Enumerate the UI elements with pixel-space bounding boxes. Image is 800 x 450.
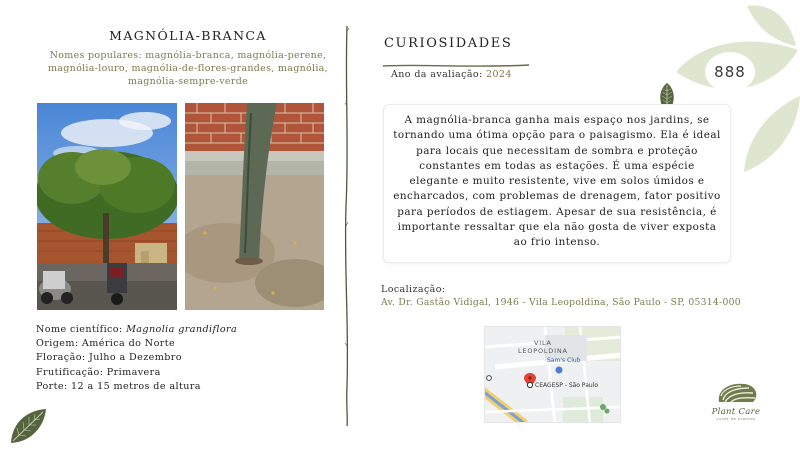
brand-logo (703, 380, 769, 421)
map-district-line1: VILA (534, 339, 552, 347)
fact-origin: Origem: América do Norte (36, 338, 176, 350)
fact-scientific-name (36, 323, 237, 337)
brand-tagline: cuide de plantas (716, 417, 756, 421)
evaluation-year (391, 69, 512, 80)
vertical-divider (342, 26, 352, 430)
map-poi-pin: CEAGESP - São Paulo (535, 382, 599, 389)
curiosities-text: A magnólia-branca ganha mais espaço nos jardins, se tornando uma ótima opção para o paisagismo. Ela é ideal para locais que necessitam de sombra e proteção constantes em todas as estações. É uma espécie elegante e muito resistente, vive em solos úmidos e encharcados, com problemas de drenagem, fator positivo para períodos de estiagem. Apesar de sua resistência, é importante ressaltar que ela não gosta de viver exposta ao frio intenso. (393, 114, 721, 249)
badge-number: 888 (705, 52, 755, 92)
plant-photo-tree (37, 103, 177, 310)
brand-name: Plant Care (711, 407, 761, 417)
fact-fruiting: Frutificação: Primavera (36, 366, 161, 378)
decorative-leaf-bottom-left (8, 406, 48, 446)
map-poi-club: Sam's Club (547, 357, 581, 364)
location-map[interactable] (484, 326, 621, 423)
plant-facts (36, 323, 237, 394)
scientific-name-value: Magnolia grandiflora (126, 324, 238, 335)
fact-size: Porte: 12 a 15 metros de altura (36, 380, 201, 392)
plant-title: MAGNÓLIA-BRANCA (109, 28, 267, 43)
evaluation-year-value: 2024 (486, 69, 512, 80)
location-label: Localização: (381, 284, 446, 295)
plant-photo-trunk (185, 103, 324, 310)
brand-leaf-icon (711, 380, 761, 404)
evaluation-label: Ano da avaliação: (391, 69, 483, 80)
curiosities-card (383, 104, 731, 263)
common-names: Nomes populares: magnólia-branca, magnólia-perene, magnólia-louro, magnólia-de-flores-grandes, magnólia, magnólia-sempre-verde (48, 50, 328, 87)
map-district-line2: LEOPOLDINA (518, 347, 568, 355)
fact-label: Nome científico: (36, 324, 123, 335)
fact-flowering: Floração: Julho a Dezembro (36, 352, 182, 364)
location-address: Av. Dr. Gastão Vidigal, 1946 - Vila Leopoldina, São Paulo - SP, 05314-000 (381, 297, 741, 308)
curiosities-title: CURIOSIDADES (384, 36, 513, 51)
